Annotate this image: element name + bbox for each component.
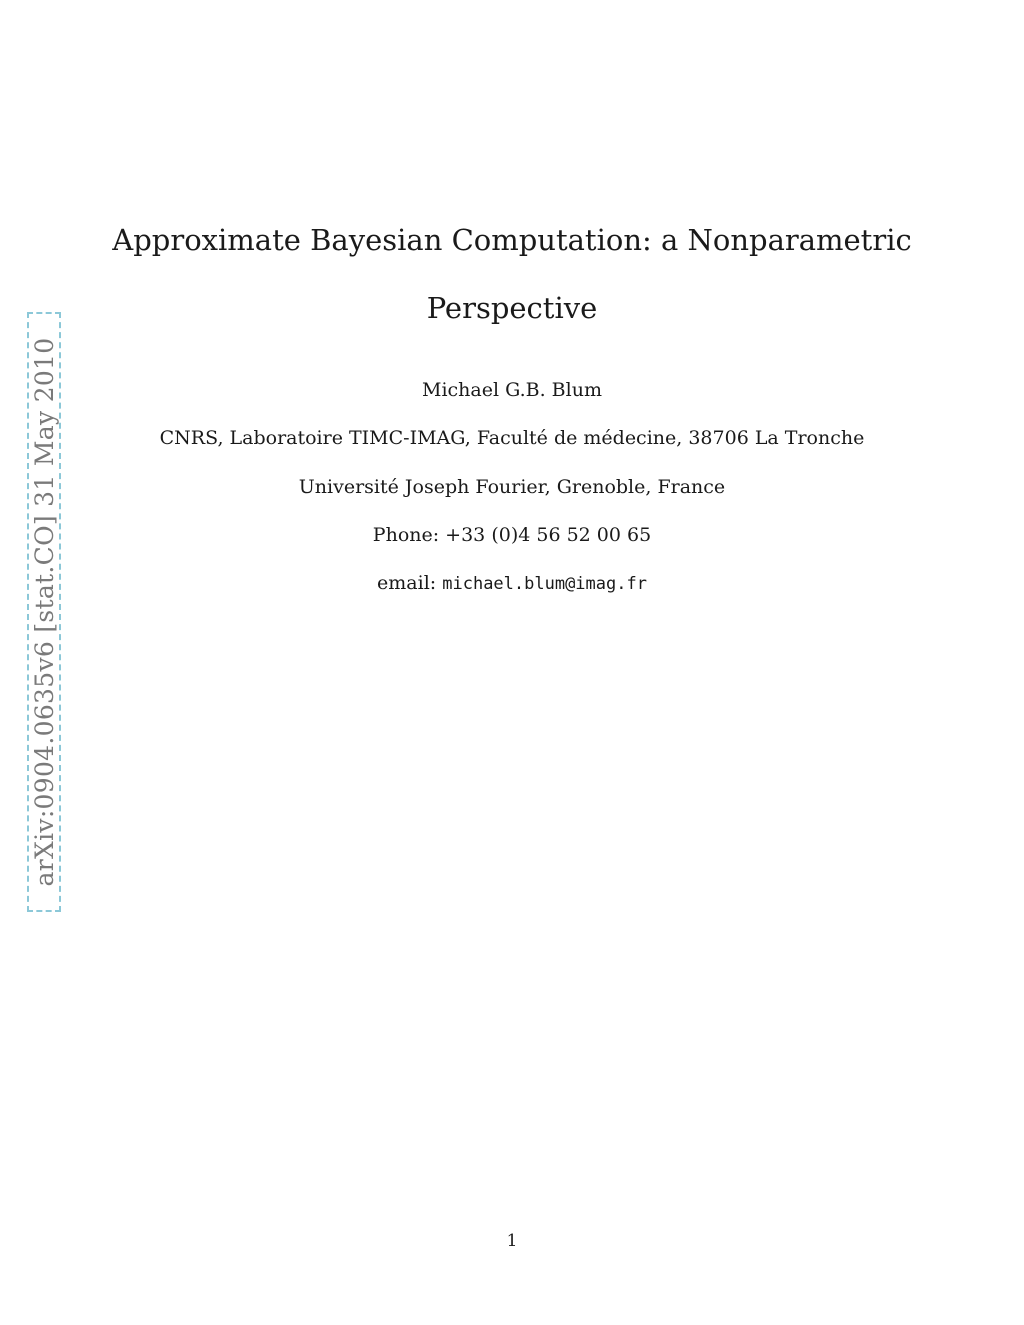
email-line: [112, 574, 912, 593]
affiliation-line-1: CNRS, Laboratoire TIMC-IMAG, Faculté de médecine, 38706 La Tronche: [159, 427, 865, 449]
affiliation-line-2: Université Joseph Fourier, Grenoble, France: [298, 476, 726, 498]
title-line-1: Approximate Bayesian Computation: a Nonparametric: [112, 223, 912, 257]
author-name: Michael G.B. Blum: [422, 379, 602, 401]
page-number: 1: [506, 1231, 518, 1251]
phone-number: Phone: +33 (0)4 56 52 00 65: [372, 524, 652, 546]
email-address[interactable]: michael.blum@imag.fr: [442, 574, 647, 594]
title-line-2: Perspective: [426, 291, 598, 325]
email-label: email:: [377, 572, 437, 594]
arxiv-identifier-stamp[interactable]: arXiv:0904.0635v6 [stat.CO] 31 May 2010: [27, 312, 61, 912]
